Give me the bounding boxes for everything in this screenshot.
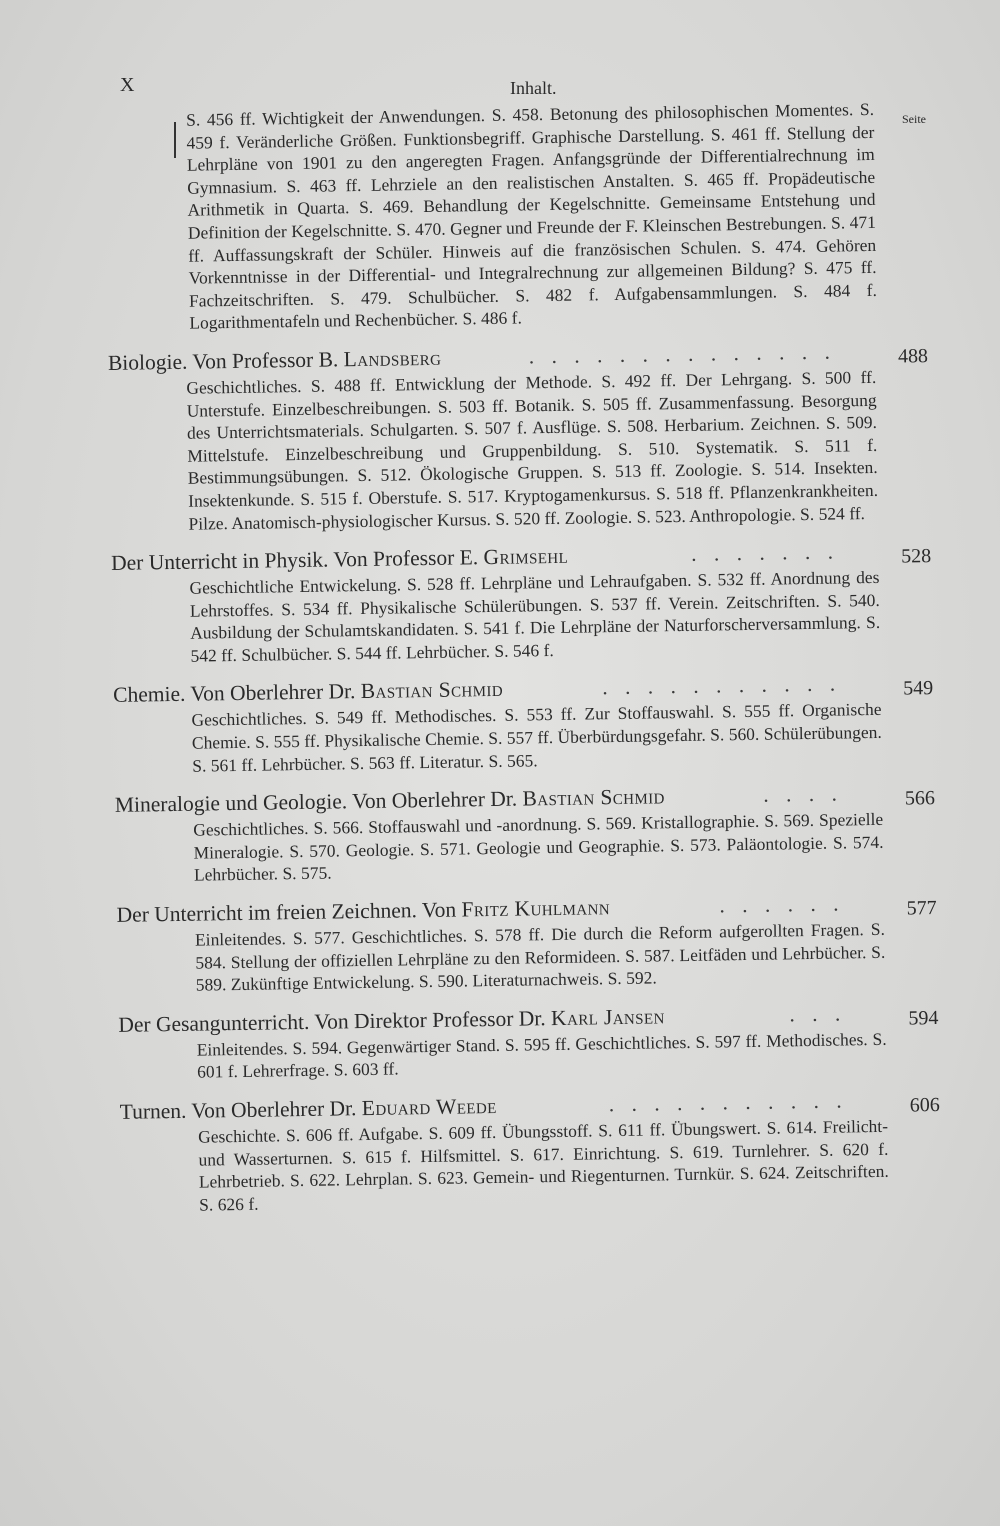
entry-page-number[interactable]: 549	[903, 677, 934, 700]
continuation-summary: S. 456 ff. Wichtigkeit der Anwendungen. S. 458. Betonung des philosophischen Momentes. S. 459 f. Veränderliche Größen. Funktionsbegriff. Graphische Darstellung. S. 461 ff. Stellung der Lehrpläne von 1901 zu den angeregten Fragen. Anfangsgründe der Differentialrechnung im Gymnasium. S. 463 ff. Lehrziele an den realistischen Anstalten. S. 465 ff. Propädeutische Arithmetik in Quarta. S. 469. Behandlung der Kegelschnitte. Gemeinsame Entstehung und Definition der Kegelschnitte. S. 470. Gegner und Freunde der F. Kleinschen Bestrebungen. S. 471 ff. Auffassungskraft der Schüler. Hinweis auf die französischen Schulen. S. 474. Gehören Vorkenntnisse in der Differential- und Integralrechnung zur allgemeinen Bildung? S. 475 ff. Fachzeitschriften. S. 479. Schulbücher. S. 482 f. Aufgabensammlungen. S. 484 f. Logarithmentafeln und Rechenbücher. S. 486 f.	[186, 98, 878, 334]
entry-by: Von Professor B.	[192, 347, 339, 374]
entry-by: Von Oberlehrer Dr.	[190, 679, 356, 707]
entry-page-number[interactable]: 577	[906, 897, 937, 920]
entry-author: Fritz Kuhlmann	[461, 895, 611, 922]
entry-author: Landsberg	[343, 345, 442, 372]
toc-entry-chemie[interactable]	[113, 670, 934, 779]
entry-page-number[interactable]: 528	[900, 545, 932, 568]
entry-author: Karl Jansen	[550, 1004, 665, 1030]
entry-title: Der Gesangunterricht.	[118, 1009, 310, 1037]
toc-entry-turnen[interactable]	[120, 1086, 942, 1217]
entry-by: Von Professor E.	[333, 545, 479, 572]
entry-summary: Geschichtliches. S. 549 ff. Methodisches. S. 553 ff. Zur Stoffauswahl. S. 555 ff. Organische Chemie. S. 555 ff. Physikalische Chemie. S. 557 ff. Überbürdungsgefahr. S. 560. Schülerübungen. S. 561 ff. Lehrbücher. S. 563 ff. Literatur. S. 565.	[191, 699, 883, 776]
entry-summary: Einleitendes. S. 577. Geschichtliches. S. 578 ff. Die durch die Reform aufgerollten Fragen. S. 584. Stellung der offiziellen Lehrpläne zu den Reformideen. S. 587. Leitfäden und Lehrbücher. S. 589. Zukünftige Entwickelung. S. 590. Literaturnachweis. S. 592.	[194, 918, 886, 995]
entry-page-number[interactable]: 594	[908, 1006, 939, 1030]
leader-dots: . . . .	[763, 781, 844, 807]
entry-by: Von Direktor Professor Dr.	[314, 1005, 546, 1034]
entry-author: Bastian Schmid	[522, 784, 665, 811]
entry-page-number[interactable]: 606	[909, 1093, 940, 1117]
toc-entry-physik[interactable]	[111, 537, 933, 668]
entry-title: Turnen.	[119, 1098, 187, 1124]
entry-summary: Geschichtliche Entwickelung. S. 528 ff. Lehrpläne und Lehraufgaben. S. 532 ff. Anordnung des Lehrstoffes. S. 534 ff. Physikalische Schülerübungen. S. 537 ff. Verein. Zeitschriften. S. 540. Ausbildung der Schulamtskandidaten. S. 541 f. Die Lehrpläne der Naturforscherversammlung. S. 542 ff. Schulbücher. S. 544 ff. Lehrbücher. S. 546 f.	[189, 566, 881, 666]
entry-summary: Einleitendes. S. 594. Gegenwärtiger Stand. S. 595 ff. Geschichtliches. S. 597 ff. Methodisches. S. 601 f. Lehrerfrage. S. 603 ff.	[196, 1028, 887, 1083]
entry-title: Mineralogie und Geologie.	[114, 789, 348, 818]
toc-entry-biologie[interactable]	[108, 337, 931, 536]
leader-dots: . . . . . . . . . . .	[608, 1088, 848, 1117]
leader-dots: . . . . . . . . . . .	[602, 671, 842, 700]
leader-dots: . . . . . . . . . . . . . .	[528, 339, 837, 369]
entry-by: Von	[421, 897, 457, 923]
entry-author: Grimsehl	[483, 543, 569, 570]
leader-dots: . . . . . . .	[690, 539, 840, 566]
entry-summary: Geschichtliches. S. 488 ff. Entwicklung der Methode. S. 492 ff. Der Lehrgang. S. 500 ff. Unterstufe. Einzelbeschreibungen. S. 503 ff. Botanik. S. 505 ff. Zusammenfassung. Besorgung des Unterrichtsmaterials. Schulgarten. S. 507 f. Ausflüge. S. 508. Herbarium. Zeichnen. S. 509. Mittelstufe. Einzelbeschreibung und Gruppenbildung. S. 510. Systematik. S. 511 f. Bestimmungsübungen. S. 512. Ökologische Gruppen. S. 513 ff. Zoologie. S. 514. Insekten. Insektenkunde. S. 515 f. Oberstufe. S. 517. Kryptogamenkursus. S. 518 ff. Pflanzenkrankheiten. Pilze. Anatomisch-physiologischer Kursus. S. 520 ff. Zoologie. S. 523. Anthropologie. S. 524 ff.	[186, 366, 879, 534]
entry-title: Der Unterricht im freien Zeichnen.	[116, 898, 418, 927]
entry-summary: Geschichte. S. 606 ff. Aufgabe. S. 609 ff. Übungsstoff. S. 611 ff. Übungswert. S. 614. Freilicht- und Wasserturnen. S. 615 f. Hilfsmittel. S. 617. Einrichtung. S. 619. Turnlehrer. S. 620 f. Lehrbetrieb. S. 622. Lehrplan. S. 623. Gemein- und Riegenturnen. Turnkür. S. 624. Zeitschriften. S. 626 f.	[197, 1115, 889, 1215]
entry-title: Der Unterricht in Physik.	[110, 547, 329, 576]
entry-by: Von Oberlehrer Dr.	[351, 786, 518, 814]
entry-author: Eduard Weede	[361, 1093, 497, 1121]
entry-page-number[interactable]: 488	[897, 345, 929, 368]
entry-by: Von Oberlehrer Dr.	[191, 1096, 357, 1123]
entry-title: Biologie.	[107, 349, 188, 375]
entry-page-number[interactable]: 566	[904, 787, 936, 810]
entry-author: Bastian Schmid	[360, 677, 504, 704]
toc-entry-zeichnen[interactable]	[116, 889, 937, 998]
toc-entry-gesang[interactable]	[118, 999, 939, 1085]
page-number: X	[120, 74, 135, 96]
toc-body	[104, 97, 941, 1217]
running-head: Inhalt.	[510, 78, 557, 98]
leader-dots: . . .	[789, 1001, 847, 1027]
entry-summary: Geschichtliches. S. 566. Stoffauswahl und -anordnung. S. 569. Kristallographie. S. 569. Spezielle Mineralogie. S. 570. Geologie. S. 571. Geologie und Geographie. S. 573. Paläontologie. S. 574. Lehrbücher. S. 575.	[193, 809, 884, 886]
page-column-label: Seite	[902, 112, 926, 126]
leader-dots: . . . . . .	[719, 891, 845, 918]
toc-entry-mineralogie[interactable]	[115, 779, 936, 888]
entry-title: Chemie.	[113, 682, 186, 708]
